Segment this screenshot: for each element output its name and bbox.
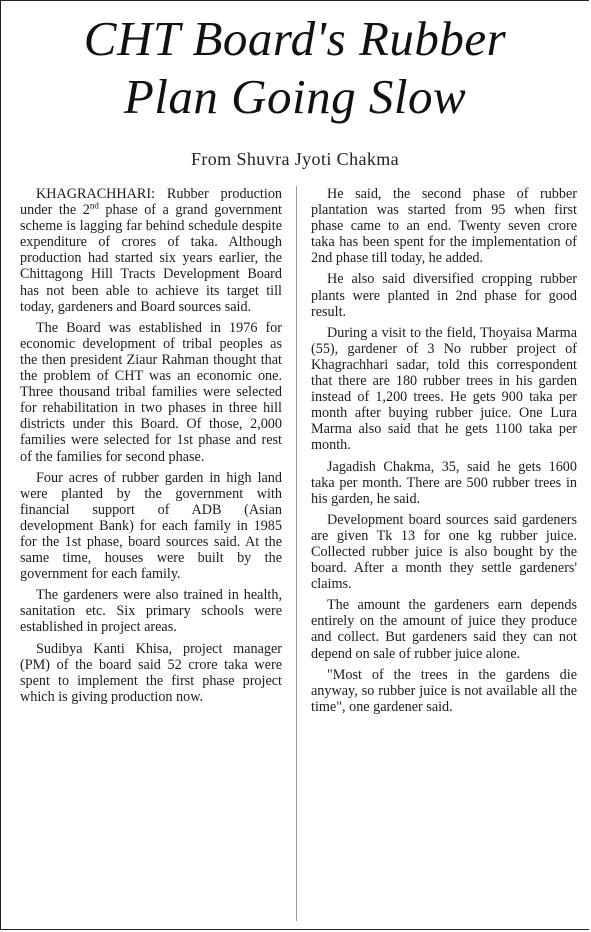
dateline: KHAGRACHHARI:: [36, 186, 156, 202]
paragraph-1: [20, 186, 282, 315]
headline-line-1: CHT Board's Rubber: [83, 11, 507, 66]
paragraph-2: The Board was established in 1976 for economic development of tribal peoples as the then president Ziaur Rahman thought that the problem of CHT was an economic one. Three thousand tribal families were selected for rehabilitation in two phases in three hill districts under this Board. Of those, 2,000 families were selected for 1st phase and rest of the families for second phase.: [20, 319, 282, 465]
paragraph-4: The gardeners were also trained in health, sanitation etc. Six primary schools were established in project areas.: [20, 587, 282, 636]
paragraph-8: During a visit to the field, Thoyaisa Marma (55), gardener of 3 No rubber project of Khagrachhari sadar, told this correspondent that there are 180 rubber trees in his garden instead of 1,200 trees. He gets 900 taka per month after buying rubber juice. One Lura Marma also said that he gets 1100 taka per month.: [311, 324, 577, 454]
paragraph-9: Jagadish Chakma, 35, said he gets 1600 taka per month. There are 500 rubber trees in his garden, he said.: [311, 458, 577, 507]
paragraph-5: Sudibya Kanti Khisa, project manager (PM) of the board said 52 crore taka were spent to implement the first phase project which is giving production now.: [20, 640, 282, 705]
byline: From Shuvra Jyoti Chakma: [190, 149, 400, 169]
article-column-right: [311, 186, 577, 720]
paragraph-3: Four acres of rubber garden in high land were planted by the government with financial support of ADB (Asian development Bank) for each family in 1985 for the 1st phase, board sources said. At the same time, houses were built by the government for each family.: [20, 469, 282, 583]
paragraph-7: He also said diversified cropping rubber plants were planted in 2nd phase for good result.: [311, 271, 577, 320]
paragraph-1-text: phase of a grand government scheme is lagging far behind schedule despite expenditure of crores of taka. Although production had started six years earlier, the Chittagong Hill Tracts Development Board has not been able to achieve its target till today, gardeners and Board sources said.: [20, 202, 282, 315]
paragraph-10: Development board sources said gardeners are given Tk 13 for one kg rubber juice. Collected rubber juice is also bought by the board. After a month they settle gardeners' claims.: [311, 511, 577, 593]
headline-line-2: Plan Going Slow: [123, 69, 467, 124]
paragraph-12: "Most of the trees in the gardens die anyway, so rubber juice is not available all the time", one gardener said.: [311, 666, 577, 715]
column-divider: [296, 186, 297, 921]
article-column-left: [20, 186, 282, 710]
paragraph-6: He said, the second phase of rubber plantation was started from 95 when first phase came to an end. Twenty seven crore taka has been spent for the implementation of 2nd phase till today, he added.: [311, 186, 577, 267]
paragraph-11: The amount the gardeners earn depends entirely on the amount of juice they produce and collect. But gardeners said they can not depend on sale of rubber juice alone.: [311, 597, 577, 662]
ordinal-suffix: nd: [89, 200, 99, 211]
paragraph-1-lead: Rubber production under the 2: [20, 186, 283, 219]
